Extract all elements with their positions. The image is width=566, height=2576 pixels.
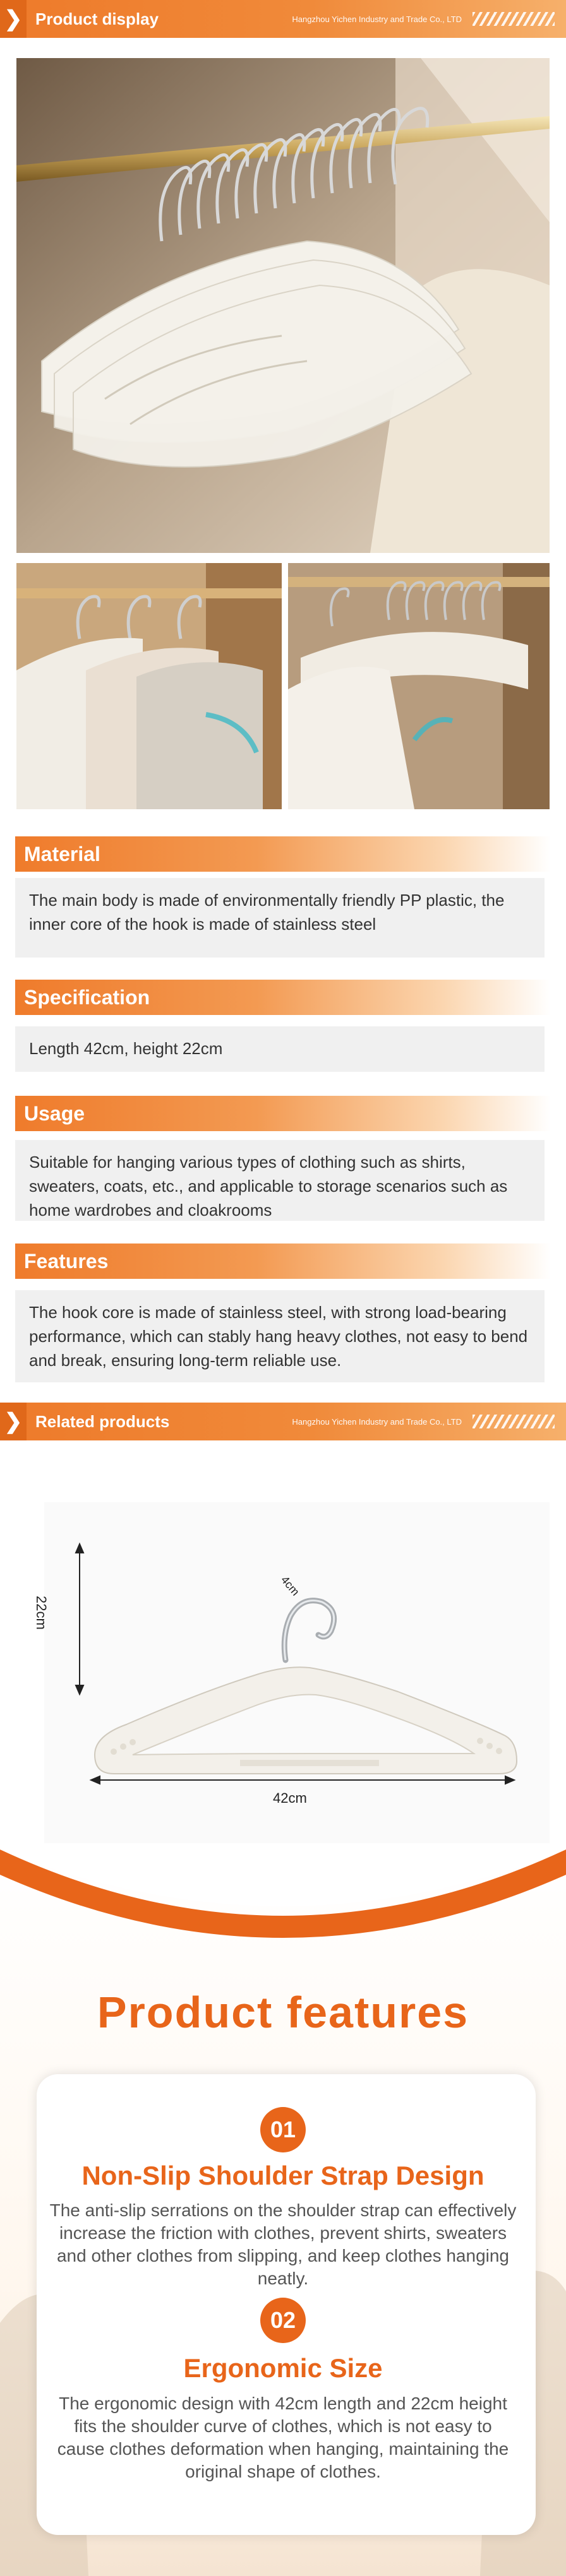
feature-number-badge: 02 (260, 2298, 306, 2343)
feature-number-badge: 01 (260, 2107, 306, 2152)
stripe-decoration (473, 12, 555, 26)
company-name: Hangzhou Yichen Industry and Trade Co., LTD (292, 1416, 462, 1427)
header-title: Product display (35, 9, 159, 28)
product-photo-rack (288, 563, 550, 809)
height-dimension-label: 22cm (33, 1596, 49, 1630)
feature-title: Ergonomic Size (183, 2353, 383, 2383)
feature-description: The anti-slip serrations on the shoulder strap can effectively increase the friction with clothes, prevent shirts, sweaters and other clothes from slipping, and keep clothes hanging neatly. (49, 2200, 517, 2288)
chevron-right-icon: ❯ (0, 1403, 27, 1440)
hook-dimension-label: 4cm (278, 1573, 302, 1598)
chevron-right-icon: ❯ (0, 0, 27, 38)
product-display-header (0, 0, 566, 38)
usage-section-title: Usage (15, 1096, 551, 1131)
features-text: The hook core is made of stainless steel, with strong load-bearing performance, which can stably hang heavy clothes, not easy to bend and break, ensuring long-term reliable use. (15, 1290, 545, 1382)
product-photo-sweaters (16, 563, 282, 809)
header-title: Related products (35, 1411, 170, 1431)
width-dimension-label: 42cm (273, 1790, 307, 1806)
feature-title: Non-Slip Shoulder Strap Design (81, 2161, 485, 2190)
stripe-decoration (473, 1415, 555, 1428)
related-products-header (0, 1403, 566, 1440)
feature-description: The ergonomic design with 42cm length and 22cm height fits the shoulder curve of clothes, which is not easy to cause clothes deformation when hanging, maintaining the original shape of clothes. (57, 2394, 509, 2481)
company-name: Hangzhou Yichen Industry and Trade Co., LTD (292, 14, 462, 24)
specification-section-title: Specification (15, 980, 551, 1015)
usage-text: Suitable for hanging various types of clothing such as shirts, sweaters, coats, etc., and applicable to storage scenarios such as home wardrobes and cloakrooms (15, 1140, 545, 1221)
specification-text: Length 42cm, height 22cm (15, 1026, 545, 1072)
material-section-title: Material (15, 836, 551, 872)
features-section-title: Features (15, 1243, 551, 1279)
material-text: The main body is made of environmentally friendly PP plastic, the inner core of the hook is made of stainless steel (15, 878, 545, 958)
product-features-title: Product features (97, 1988, 469, 2037)
orange-wave-decoration (0, 1849, 566, 1963)
size-diagram (33, 1502, 550, 1843)
main-product-photo (16, 58, 550, 553)
